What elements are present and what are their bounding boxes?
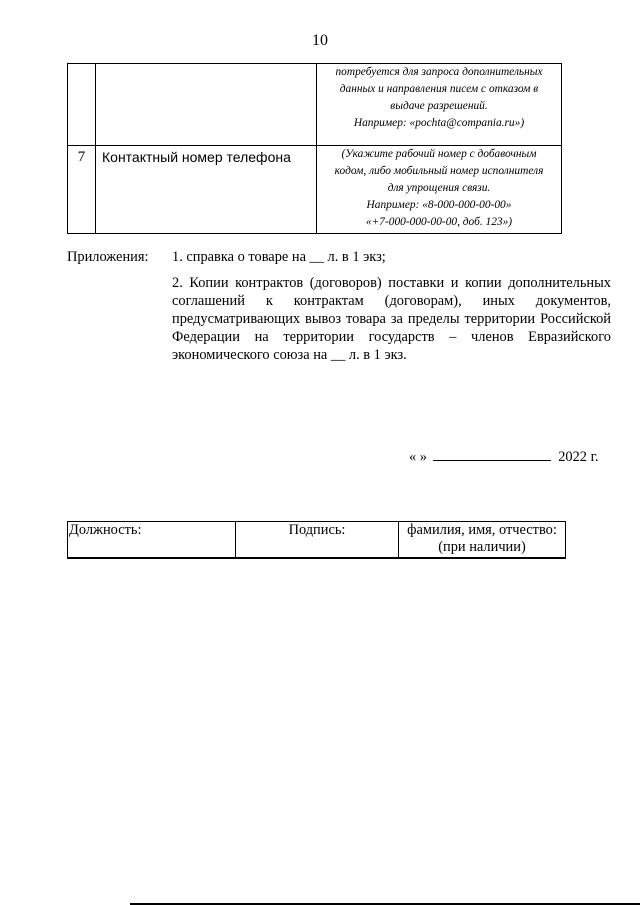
info-table <box>67 63 562 234</box>
description-line: Например: «8-000-000-00-00» <box>366 199 512 211</box>
full-name-label: фамилия, имя, отчество: <box>407 522 557 538</box>
description-line: выдаче разрешений. <box>390 100 488 112</box>
full-name-note: (при наличии) <box>438 539 526 555</box>
attachments-label: Приложения: <box>67 249 149 265</box>
date-month-blank <box>433 447 551 461</box>
attachment-item: 1. справка о товаре на __ л. в 1 экз; <box>172 249 386 265</box>
page-number: 10 <box>312 32 328 49</box>
row-field-name <box>96 64 317 146</box>
attachment-item: 2. Копии контрактов (договоров) поставки и копии дополнительных соглашений к контрактам (договорам), иных документов, предусматривающих вывоз товара за пределы территории Российской Федерации на территории государств – членов Евразийского экономического союза на __ л. в 1 экз. <box>172 275 611 363</box>
description-line: данных и направления писем с отказом в <box>339 83 539 95</box>
row-field-name: Контактный номер телефона <box>96 146 317 234</box>
signature-cell: Подпись: <box>236 522 399 559</box>
position-cell: Должность: <box>68 522 236 559</box>
row-field-description <box>317 146 562 234</box>
row-number: 7 <box>68 146 96 234</box>
description-line: Например: «pochta@compania.ru») <box>353 117 525 129</box>
description-line: кодом, либо мобильный номер исполнителя <box>334 165 544 177</box>
date-year: 2022 г. <box>558 449 599 465</box>
date-day-quotes: « » <box>409 449 427 465</box>
description-line: (Укажите рабочий номер с добавочным <box>341 148 537 160</box>
table-row <box>68 146 562 234</box>
date-line <box>409 447 598 466</box>
table-row <box>68 64 562 146</box>
description-line: потребуется для запроса дополнительных <box>335 66 543 78</box>
full-name-cell <box>399 522 566 559</box>
description-line: «+7-000-000-00-00, доб. 123») <box>365 216 513 228</box>
signature-table <box>67 521 566 559</box>
row-number <box>68 64 96 146</box>
row-field-description <box>317 64 562 146</box>
description-line: для упрощения связи. <box>387 182 491 194</box>
table-row <box>68 522 566 559</box>
